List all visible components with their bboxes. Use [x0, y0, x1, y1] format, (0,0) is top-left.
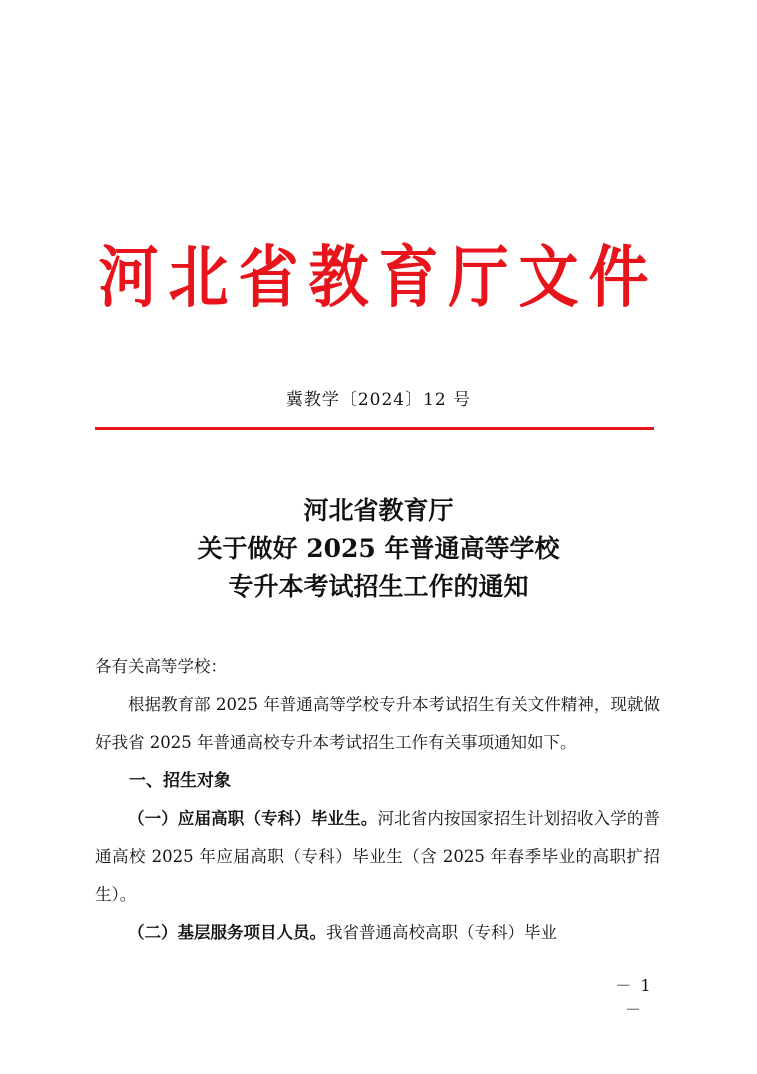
- notice-title: [0, 492, 757, 606]
- item-2-label: （二）基层服务项目人员。: [128, 923, 326, 942]
- page-number: － 1 －: [615, 976, 653, 1019]
- item-2-text: 我省普通高校高职（专科）毕业: [326, 923, 557, 942]
- document-number: 冀教学〔2024〕12 号: [285, 390, 472, 410]
- issuing-authority-title: 河北省教育厅文件: [98, 238, 659, 318]
- item-1-label: （一）应届高职（专科）毕业生。: [128, 809, 378, 828]
- item-2-paragraph: [95, 914, 660, 952]
- notice-title-line-3: 专升本考试招生工作的通知: [228, 572, 529, 601]
- item-1-paragraph: [95, 800, 660, 914]
- section-heading: 一、招生对象: [129, 771, 231, 791]
- notice-body: [95, 648, 660, 952]
- red-separator-line: [95, 427, 654, 430]
- notice-title-line-2: 关于做好 2025 年普通高等学校: [197, 534, 560, 563]
- notice-title-line-1: 河北省教育厅: [303, 496, 454, 525]
- item-1-text: 河北省内按国家招生计划招收入学的普通高校 2025 年应届高职（专科）毕业生（含 2025 年春季毕业的高职扩招生）。: [95, 809, 661, 904]
- salutation: 各有关高等学校：: [95, 657, 227, 676]
- intro-paragraph: 根据教育部 2025 年普通高等学校专升本考试招生有关文件精神，现就做好我省 2025 年普通高校专升本考试招生工作有关事项通知如下。: [95, 695, 660, 752]
